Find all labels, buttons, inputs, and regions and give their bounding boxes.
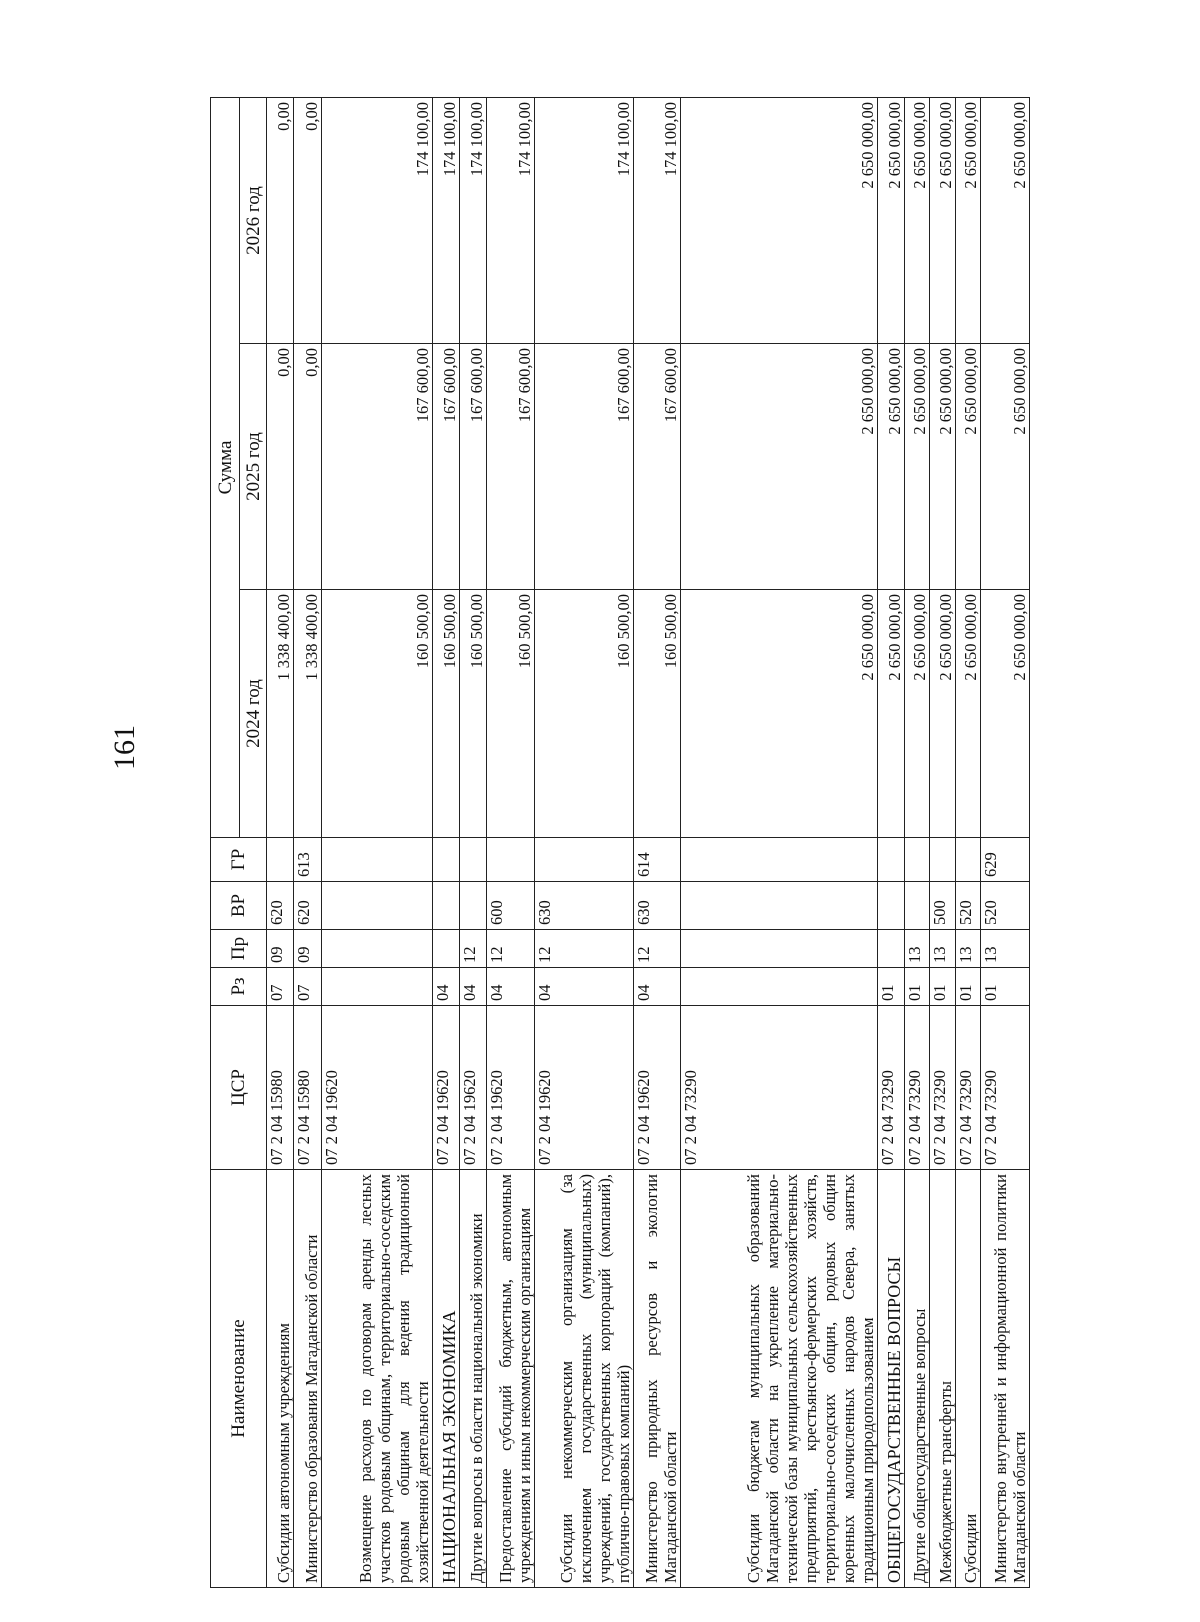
table-row [267,98,294,1588]
row-pr-cell [681,930,877,968]
header-name: Наименование [211,1170,267,1588]
row-2024-cell: 2 650 000,00 [681,590,877,838]
header-2026: 2026 год [240,98,267,344]
row-vr-cell [460,882,487,930]
row-gr-cell [487,838,535,882]
table-row [981,98,1030,1588]
row-rz-cell [321,968,432,1006]
page-number: 161 [108,725,141,770]
row-csr-cell: 07 2 04 19620 [487,1006,535,1170]
row-pr-cell: 12 [535,930,634,968]
row-2024-cell: 2 650 000,00 [930,590,955,838]
row-rz-cell: 04 [633,968,681,1006]
row-name-cell: Другие вопросы в области национальной экономики [460,1170,487,1588]
row-csr-cell: 07 2 04 73290 [981,1006,1030,1170]
row-2024-cell: 160 500,00 [321,590,432,838]
row-name-cell: ОБЩЕГОСУДАРСТВЕННЫЕ ВОПРОСЫ [877,1170,904,1588]
row-2025-cell: 167 600,00 [460,344,487,590]
row-2026-cell: 174 100,00 [432,98,459,344]
row-gr-cell [955,838,980,882]
row-gr-cell [681,838,877,882]
row-2026-cell: 2 650 000,00 [955,98,980,344]
row-rz-cell: 01 [904,968,929,1006]
row-csr-cell: 07 2 04 19620 [633,1006,681,1170]
row-csr-cell: 07 2 04 19620 [321,1006,432,1170]
budget-table [210,97,1030,1588]
row-pr-cell: 12 [487,930,535,968]
header-csr: ЦСР [211,1006,267,1170]
row-name-cell: Предоставление субсидий бюджетным, автономным учреждениям и иным некоммерческим организациям [487,1170,535,1588]
row-2025-cell: 2 650 000,00 [877,344,904,590]
row-vr-cell [877,882,904,930]
row-pr-cell [877,930,904,968]
row-name-cell: Министерство природных ресурсов и экологии Магаданской области [633,1170,681,1588]
table-header [211,98,267,1588]
row-2025-cell: 167 600,00 [535,344,634,590]
row-2026-cell: 2 650 000,00 [904,98,929,344]
header-gr: ГР [211,838,267,882]
row-2026-cell: 2 650 000,00 [681,98,877,344]
row-rz-cell: 01 [877,968,904,1006]
row-2024-cell: 160 500,00 [633,590,681,838]
row-gr-cell [535,838,634,882]
row-vr-cell: 520 [981,882,1030,930]
table-row [535,98,634,1588]
row-vr-cell: 630 [633,882,681,930]
row-2024-cell: 1 338 400,00 [294,590,321,838]
row-rz-cell: 07 [294,968,321,1006]
row-csr-cell: 07 2 04 73290 [955,1006,980,1170]
row-name-cell: Субсидии автономным учреждениям [267,1170,294,1588]
row-2026-cell: 174 100,00 [487,98,535,344]
row-2025-cell: 167 600,00 [487,344,535,590]
row-pr-cell: 09 [294,930,321,968]
row-vr-cell: 500 [930,882,955,930]
rotated-table-container [210,98,1030,1588]
row-pr-cell [432,930,459,968]
row-2026-cell: 0,00 [294,98,321,344]
row-name-cell: Субсидии [955,1170,980,1588]
table-row [877,98,904,1588]
row-rz-cell: 04 [432,968,459,1006]
table-row [904,98,929,1588]
row-rz-cell: 04 [535,968,634,1006]
table-row [487,98,535,1588]
row-name-cell: Министерство образования Магаданской области [294,1170,321,1588]
row-gr-cell [904,838,929,882]
row-2025-cell: 2 650 000,00 [681,344,877,590]
table-row [681,98,877,1588]
row-pr-cell: 12 [460,930,487,968]
row-gr-cell [432,838,459,882]
row-vr-cell [321,882,432,930]
row-pr-cell: 13 [904,930,929,968]
row-vr-cell: 630 [535,882,634,930]
row-gr-cell [321,838,432,882]
row-name-cell: Субсидии некоммерческим организациям (за исключением государственных (муниципальных) учреждений, государственных корпораций (компаний), публично-правовых компаний) [535,1170,634,1588]
row-2026-cell: 174 100,00 [535,98,634,344]
row-2025-cell: 2 650 000,00 [930,344,955,590]
row-rz-cell: 07 [267,968,294,1006]
row-2024-cell: 2 650 000,00 [877,590,904,838]
row-2026-cell: 2 650 000,00 [877,98,904,344]
row-2025-cell: 2 650 000,00 [904,344,929,590]
header-rz: Рз [211,968,267,1006]
row-2025-cell: 167 600,00 [432,344,459,590]
row-rz-cell [681,968,877,1006]
row-2025-cell: 2 650 000,00 [981,344,1030,590]
row-vr-cell: 520 [955,882,980,930]
row-vr-cell: 620 [267,882,294,930]
row-2024-cell: 2 650 000,00 [981,590,1030,838]
row-csr-cell: 07 2 04 19620 [460,1006,487,1170]
row-2024-cell: 1 338 400,00 [267,590,294,838]
row-2024-cell: 160 500,00 [432,590,459,838]
row-rz-cell: 01 [930,968,955,1006]
row-2024-cell: 2 650 000,00 [904,590,929,838]
row-pr-cell: 12 [633,930,681,968]
row-2025-cell: 167 600,00 [321,344,432,590]
row-2024-cell: 2 650 000,00 [955,590,980,838]
row-name-cell: Министерство внутренней и информационной политики Магаданской области [981,1170,1030,1588]
row-2026-cell: 2 650 000,00 [981,98,1030,344]
row-gr-cell [460,838,487,882]
row-2025-cell: 2 650 000,00 [955,344,980,590]
row-pr-cell: 09 [267,930,294,968]
row-csr-cell: 07 2 04 15980 [267,1006,294,1170]
row-csr-cell: 07 2 04 19620 [535,1006,634,1170]
row-csr-cell: 07 2 04 73290 [904,1006,929,1170]
row-gr-cell: 629 [981,838,1030,882]
table-row [321,98,432,1588]
header-pr: Пр [211,930,267,968]
row-gr-cell [877,838,904,882]
row-name-cell: Субсидии бюджетам муниципальных образований Магаданской области на укрепление материально-технической базы муниципальных сельскохозяйственных предприятий, крестьянско-фермерских хозяйств, территориально-соседских общин, родовых общин коренных малочисленных народов Севера, занятых традиционным природопользованием [681,1170,877,1588]
row-2026-cell: 2 650 000,00 [930,98,955,344]
row-name-cell: Межбюджетные трансферты [930,1170,955,1588]
table-row [432,98,459,1588]
row-gr-cell [267,838,294,882]
row-2026-cell: 0,00 [267,98,294,344]
row-csr-cell: 07 2 04 73290 [930,1006,955,1170]
table-body [267,98,1030,1588]
row-pr-cell: 13 [981,930,1030,968]
row-pr-cell: 13 [930,930,955,968]
row-2024-cell: 160 500,00 [487,590,535,838]
row-2024-cell: 160 500,00 [535,590,634,838]
row-pr-cell: 13 [955,930,980,968]
row-rz-cell: 04 [487,968,535,1006]
row-csr-cell: 07 2 04 73290 [681,1006,877,1170]
row-rz-cell: 01 [955,968,980,1006]
header-vr: ВР [211,882,267,930]
row-2026-cell: 174 100,00 [321,98,432,344]
table-row [460,98,487,1588]
row-name-cell: НАЦИОНАЛЬНАЯ ЭКОНОМИКА [432,1170,459,1588]
row-2025-cell: 0,00 [267,344,294,590]
row-name-cell: Другие общегосударственные вопросы [904,1170,929,1588]
header-2024: 2024 год [240,590,267,838]
row-rz-cell: 04 [460,968,487,1006]
table-row [930,98,955,1588]
row-csr-cell: 07 2 04 15980 [294,1006,321,1170]
row-gr-cell: 613 [294,838,321,882]
row-rz-cell: 01 [981,968,1030,1006]
row-2025-cell: 167 600,00 [633,344,681,590]
table-row [955,98,980,1588]
row-vr-cell: 600 [487,882,535,930]
row-2026-cell: 174 100,00 [633,98,681,344]
row-gr-cell [930,838,955,882]
row-pr-cell [321,930,432,968]
row-csr-cell: 07 2 04 73290 [877,1006,904,1170]
row-vr-cell [904,882,929,930]
row-2026-cell: 174 100,00 [460,98,487,344]
row-2024-cell: 160 500,00 [460,590,487,838]
row-vr-cell: 620 [294,882,321,930]
row-vr-cell [432,882,459,930]
header-2025: 2025 год [240,344,267,590]
row-name-cell: Возмещение расходов по договорам аренды лесных участков родовым общинам, территориально-соседским родовым общинам для ведения традиционной хозяйственной деятельности [321,1170,432,1588]
table-row [633,98,681,1588]
row-csr-cell: 07 2 04 19620 [432,1006,459,1170]
header-sum: Сумма [211,98,240,838]
table-row [294,98,321,1588]
row-vr-cell [681,882,877,930]
row-gr-cell: 614 [633,838,681,882]
row-2025-cell: 0,00 [294,344,321,590]
